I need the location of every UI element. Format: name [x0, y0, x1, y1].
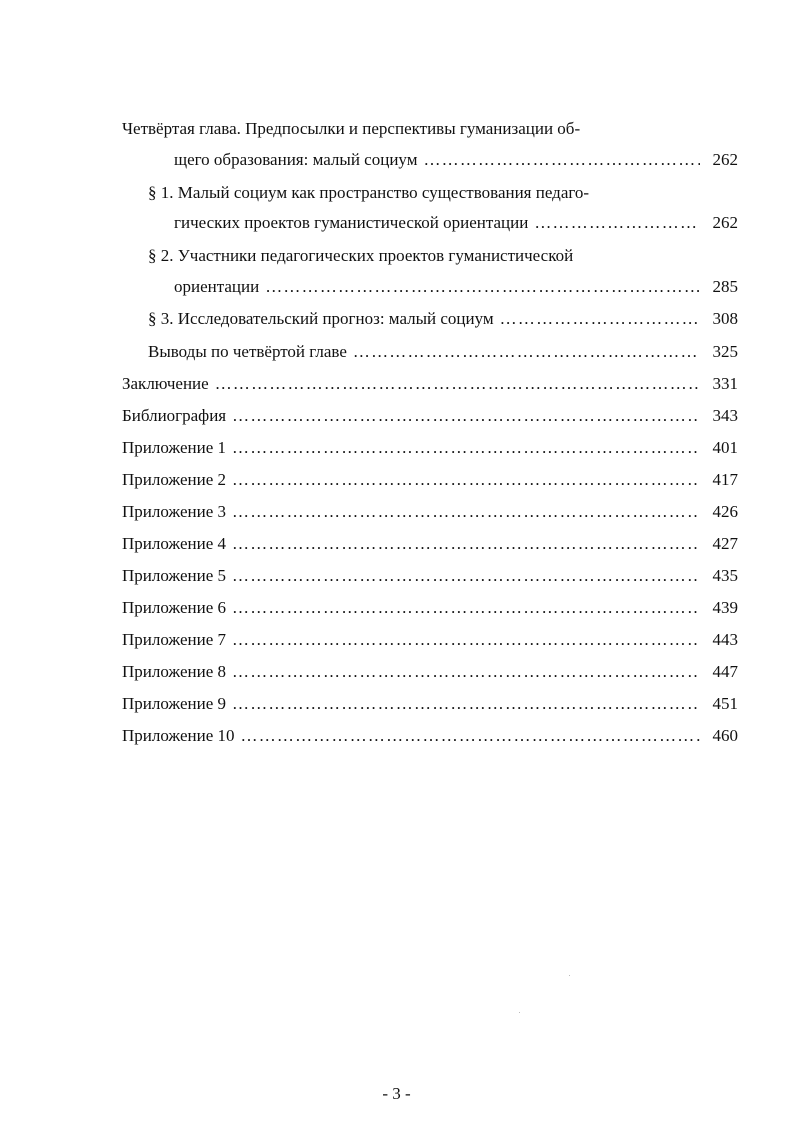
toc-section2-page: 285: [712, 277, 738, 296]
toc-section1-line2[interactable]: [174, 208, 738, 238]
leader-dots: [232, 625, 700, 655]
toc-entry[interactable]: [122, 689, 738, 719]
toc-chapter4-title-line2[interactable]: [174, 145, 738, 175]
toc-entry-page: 443: [712, 630, 738, 649]
toc-section3-page: 308: [712, 309, 738, 328]
toc-entry-page: 447: [712, 662, 738, 681]
toc-entry-page: 401: [712, 438, 738, 457]
toc-chapter4-conclusions[interactable]: [148, 337, 738, 367]
toc-entry-page: 439: [712, 598, 738, 617]
leader-dots: [215, 369, 700, 399]
leader-dots: [232, 401, 700, 431]
toc-chapter4-title-line1: Четвёртая глава. Предпосылки и перспективы гуманизации об-: [122, 119, 581, 138]
leader-dots: [232, 529, 700, 559]
toc-conclusions-page: 325: [712, 342, 738, 361]
toc-entry-page: 426: [712, 502, 738, 521]
toc-entry-page: 451: [712, 694, 738, 713]
leader-dots: [265, 272, 700, 302]
toc-entry-page: 331: [712, 374, 738, 393]
toc-section2-label: ориентации: [174, 277, 260, 296]
toc-entry-label: Приложение 7: [122, 630, 226, 649]
leader-dots: [500, 304, 700, 334]
toc-entry[interactable]: [122, 593, 738, 623]
toc-entry-page: 460: [712, 726, 738, 745]
toc-section2-line2[interactable]: [174, 272, 738, 302]
toc-entry[interactable]: [122, 401, 738, 431]
leader-dots: [241, 721, 701, 751]
leader-dots: [232, 433, 700, 463]
toc-entry-label: Библиография: [122, 406, 227, 425]
toc-entry[interactable]: [122, 625, 738, 655]
toc-entry[interactable]: [122, 657, 738, 687]
toc-entry-label: Приложение 9: [122, 694, 226, 713]
toc-entry[interactable]: [122, 721, 738, 751]
toc-entry[interactable]: [122, 369, 738, 399]
leader-dots: [232, 657, 700, 687]
leader-dots: [232, 689, 700, 719]
toc-section1-line1: § 1. Малый социум как пространство существования педаго-: [148, 183, 590, 202]
leader-dots: [232, 593, 700, 623]
toc-entry-page: 427: [712, 534, 738, 553]
toc-entry-label: Заключение: [122, 374, 209, 393]
toc-section1-page: 262: [712, 213, 738, 232]
leader-dots: [423, 145, 700, 175]
toc-entry[interactable]: [122, 497, 738, 527]
toc-entry[interactable]: [122, 465, 738, 495]
toc-entry-label: Приложение 5: [122, 566, 226, 585]
leader-dots: [232, 465, 700, 495]
leader-dots: [232, 561, 700, 591]
toc-entry-label: Приложение 8: [122, 662, 226, 681]
toc-entry-label: Приложение 1: [122, 438, 226, 457]
leader-dots: [232, 497, 700, 527]
toc-entry-page: 417: [712, 470, 738, 489]
toc-entry[interactable]: [122, 529, 738, 559]
toc-section1-label: гических проектов гуманистической ориентации: [174, 213, 529, 232]
toc-entry-page: 343: [712, 406, 738, 425]
toc-entry-page: 435: [712, 566, 738, 585]
toc-conclusions-label: Выводы по четвёртой главе: [148, 342, 347, 361]
toc-section3[interactable]: [148, 304, 738, 334]
toc-entry-label: Приложение 4: [122, 534, 226, 553]
toc-entry[interactable]: [122, 433, 738, 463]
toc-chapter4-page: 262: [712, 150, 738, 169]
toc-entry-label: Приложение 10: [122, 726, 235, 745]
leader-dots: [353, 337, 700, 367]
leader-dots: [534, 208, 700, 238]
toc-entry-label: Приложение 6: [122, 598, 226, 617]
toc-section3-label: § 3. Исследовательский прогноз: малый социум: [148, 309, 494, 328]
page-number: - 3 -: [382, 1084, 411, 1103]
toc-entry-label: Приложение 3: [122, 502, 226, 521]
toc-section2-line1: § 2. Участники педагогических проектов гуманистической: [148, 246, 574, 265]
toc-entry[interactable]: [122, 561, 738, 591]
toc-chapter4-label: щего образования: малый социум: [174, 150, 418, 169]
toc-entry-label: Приложение 2: [122, 470, 226, 489]
